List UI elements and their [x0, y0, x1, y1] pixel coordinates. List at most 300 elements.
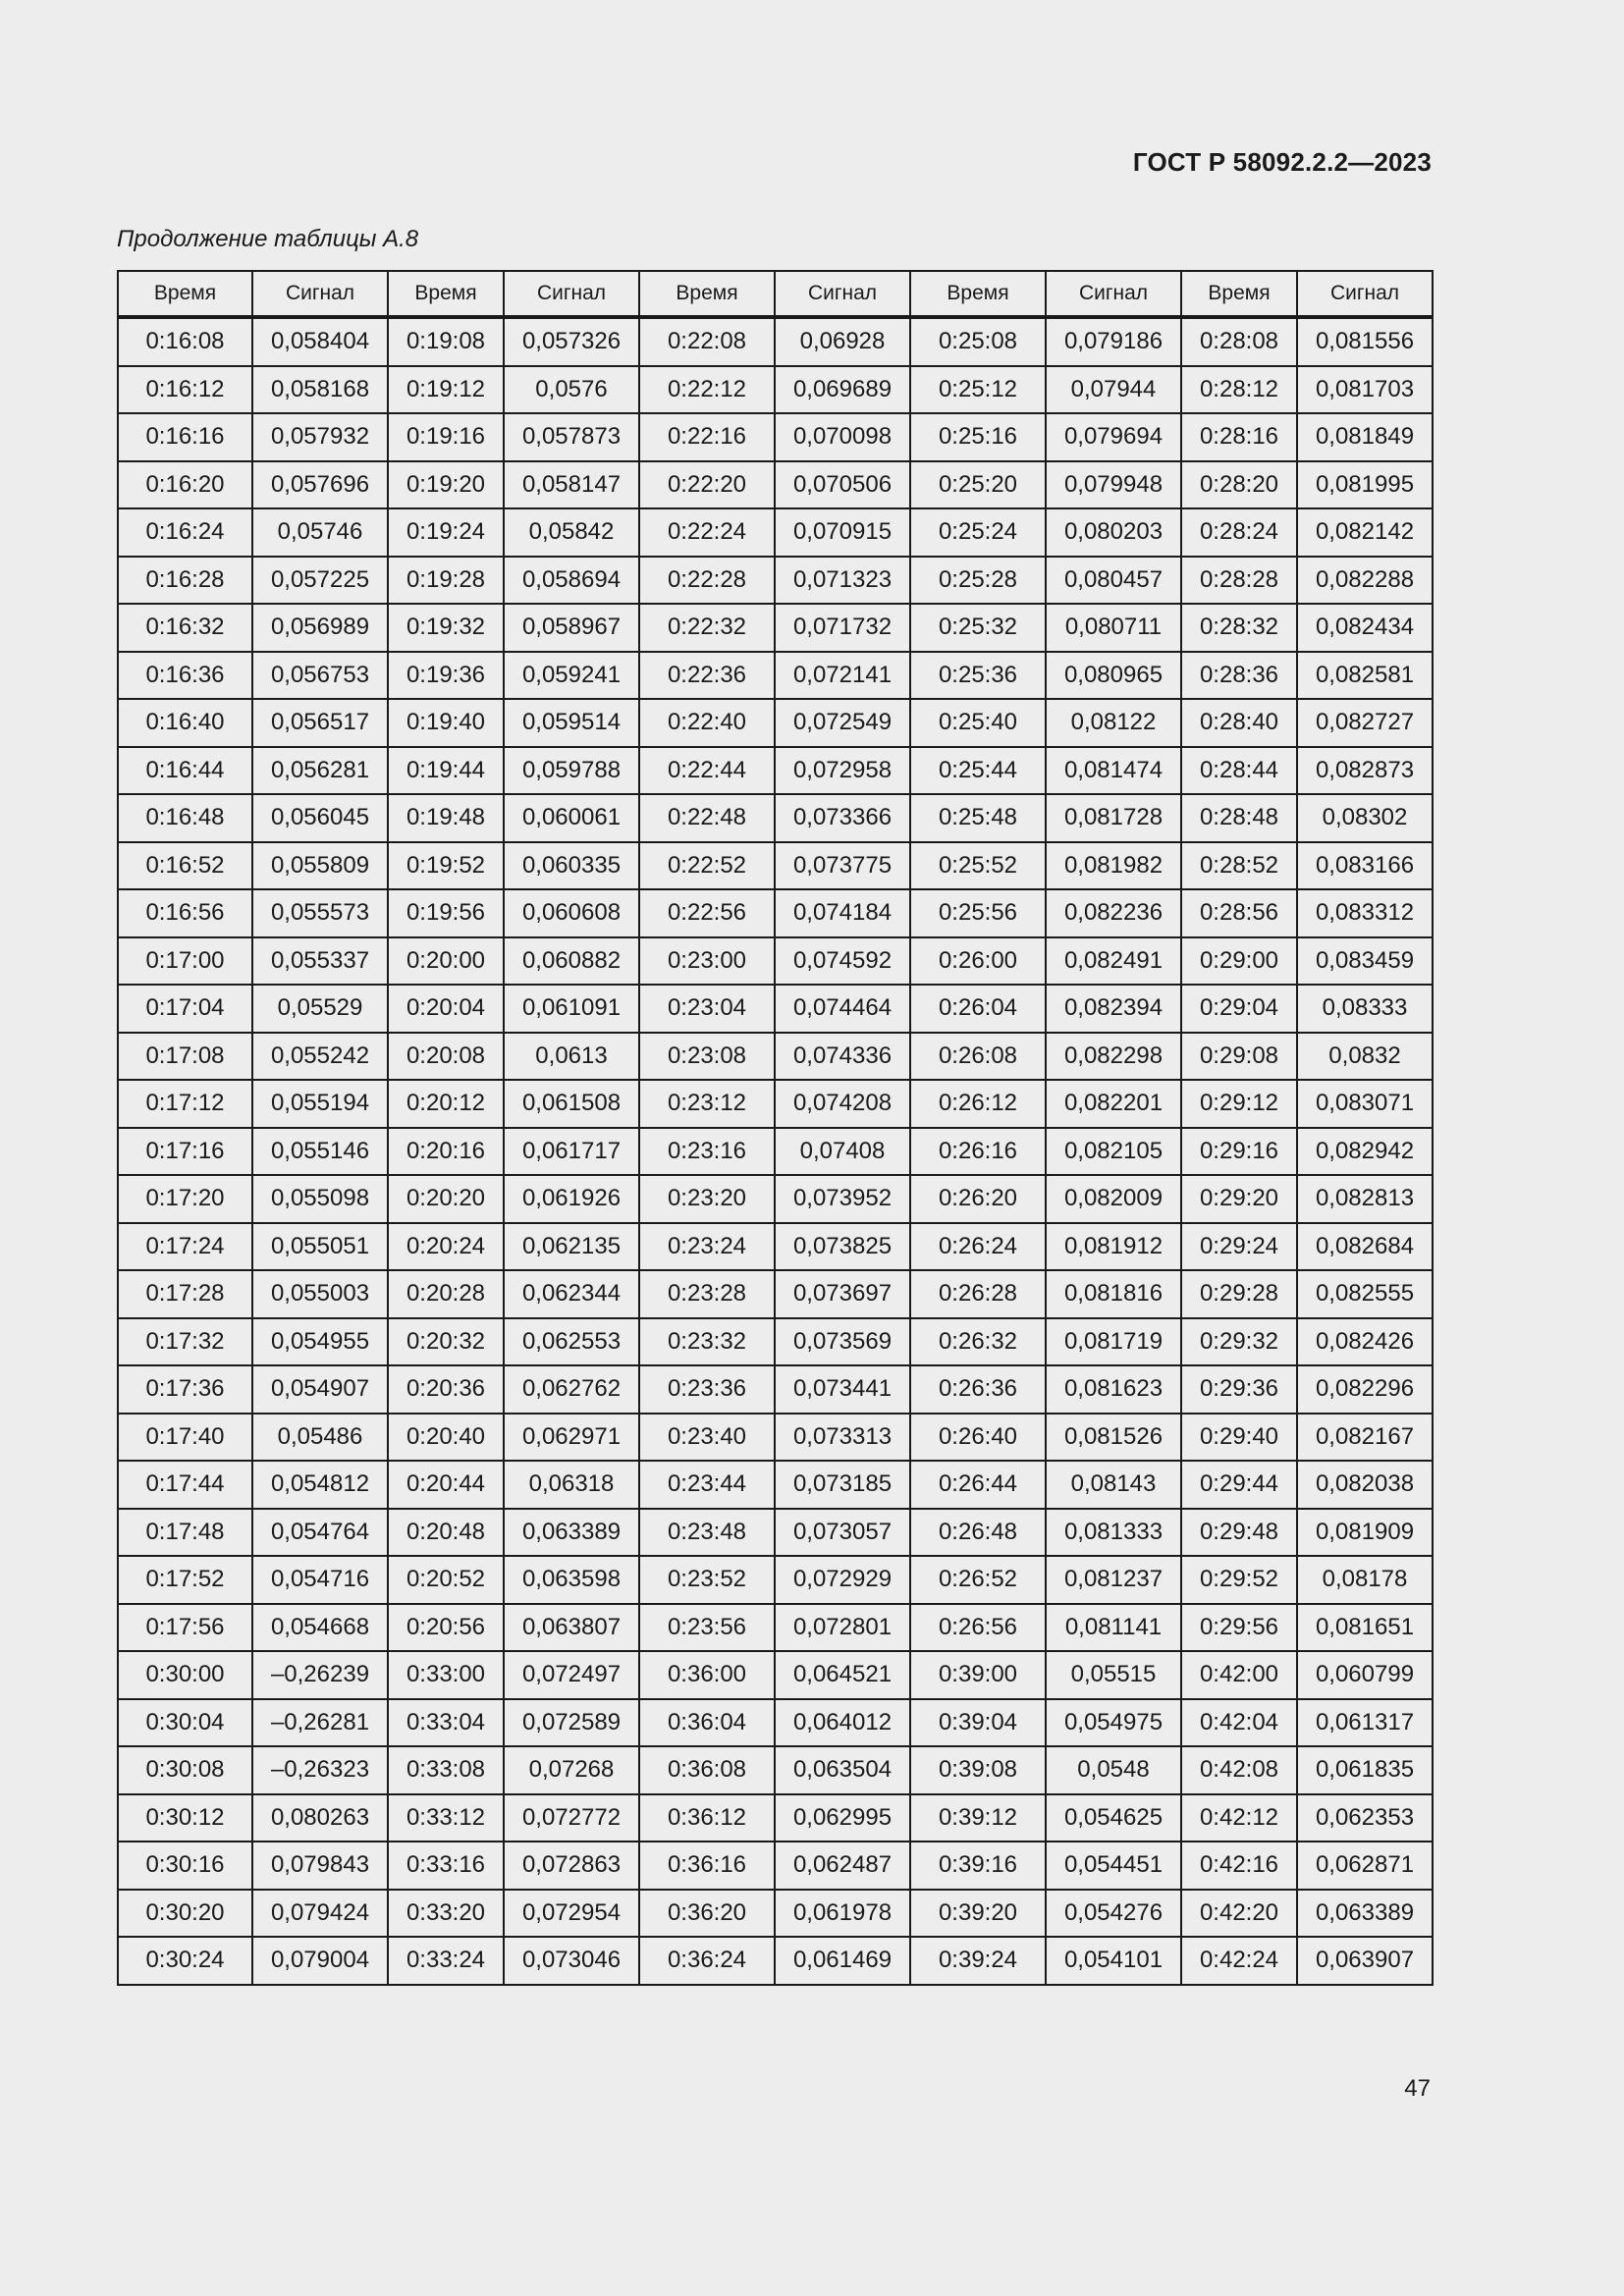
- signal-cell: 0,055242: [252, 1033, 388, 1081]
- time-cell: 0:19:52: [388, 842, 504, 890]
- signal-cell: 0,063389: [1297, 1890, 1433, 1938]
- signal-cell: 0,054101: [1046, 1937, 1181, 1985]
- time-cell: 0:17:20: [118, 1175, 252, 1223]
- signal-cell: 0,0613: [504, 1033, 639, 1081]
- time-cell: 0:33:12: [388, 1794, 504, 1842]
- time-cell: 0:30:04: [118, 1699, 252, 1747]
- table-row: [118, 1461, 1433, 1509]
- signal-cell: 0,079948: [1046, 461, 1181, 509]
- time-cell: 0:19:16: [388, 413, 504, 461]
- time-cell: 0:28:20: [1181, 461, 1297, 509]
- signal-cell: 0,082236: [1046, 889, 1181, 937]
- signal-cell: 0,062344: [504, 1270, 639, 1318]
- time-cell: 0:33:04: [388, 1699, 504, 1747]
- time-cell: 0:29:44: [1181, 1461, 1297, 1509]
- signal-cell: 0,081651: [1297, 1604, 1433, 1652]
- time-cell: 0:23:08: [639, 1033, 775, 1081]
- signal-cell: 0,073046: [504, 1937, 639, 1985]
- time-cell: 0:20:28: [388, 1270, 504, 1318]
- table-row: [118, 985, 1433, 1033]
- signal-cell: 0,055573: [252, 889, 388, 937]
- time-cell: 0:19:36: [388, 652, 504, 700]
- time-cell: 0:29:40: [1181, 1414, 1297, 1462]
- signal-cell: 0,073952: [775, 1175, 910, 1223]
- signal-cell: 0,062487: [775, 1842, 910, 1890]
- signal-cell: 0,073185: [775, 1461, 910, 1509]
- table-row: [118, 747, 1433, 795]
- signal-cell: –0,26323: [252, 1746, 388, 1794]
- time-cell: 0:26:12: [910, 1080, 1046, 1128]
- time-cell: 0:36:20: [639, 1890, 775, 1938]
- signal-cell: 0,082288: [1297, 557, 1433, 605]
- signal-cell: 0,063907: [1297, 1937, 1433, 1985]
- signal-cell: 0,082491: [1046, 937, 1181, 986]
- time-cell: 0:17:36: [118, 1365, 252, 1414]
- table-row: [118, 842, 1433, 890]
- signal-cell: 0,057696: [252, 461, 388, 509]
- signal-cell: 0,059241: [504, 652, 639, 700]
- signal-cell: 0,082727: [1297, 699, 1433, 747]
- time-cell: 0:16:40: [118, 699, 252, 747]
- signal-cell: 0,054975: [1046, 1699, 1181, 1747]
- time-cell: 0:20:08: [388, 1033, 504, 1081]
- time-cell: 0:28:44: [1181, 747, 1297, 795]
- signal-cell: 0,080965: [1046, 652, 1181, 700]
- table-row: [118, 1270, 1433, 1318]
- signal-cell: 0,057932: [252, 413, 388, 461]
- time-cell: 0:33:20: [388, 1890, 504, 1938]
- time-cell: 0:19:56: [388, 889, 504, 937]
- signal-cell: 0,055098: [252, 1175, 388, 1223]
- signal-cell: 0,064012: [775, 1699, 910, 1747]
- signal-cell: 0,058967: [504, 604, 639, 652]
- signal-cell: 0,071732: [775, 604, 910, 652]
- signal-cell: 0,082009: [1046, 1175, 1181, 1223]
- signal-cell: 0,054451: [1046, 1842, 1181, 1890]
- time-cell: 0:39:20: [910, 1890, 1046, 1938]
- time-cell: 0:39:08: [910, 1746, 1046, 1794]
- signal-cell: 0,062762: [504, 1365, 639, 1414]
- table-body: [118, 317, 1433, 1985]
- time-cell: 0:16:28: [118, 557, 252, 605]
- signal-cell: 0,056045: [252, 794, 388, 842]
- time-cell: 0:26:40: [910, 1414, 1046, 1462]
- signal-cell: 0,081703: [1297, 366, 1433, 414]
- signal-cell: 0,061317: [1297, 1699, 1433, 1747]
- column-header: Сигнал: [504, 271, 639, 317]
- time-cell: 0:20:16: [388, 1128, 504, 1176]
- time-cell: 0:16:24: [118, 508, 252, 557]
- signal-cell: 0,055051: [252, 1223, 388, 1271]
- signal-cell: 0,080203: [1046, 508, 1181, 557]
- time-cell: 0:16:44: [118, 747, 252, 795]
- signal-cell: 0,073775: [775, 842, 910, 890]
- time-cell: 0:23:00: [639, 937, 775, 986]
- signal-cell: 0,082426: [1297, 1318, 1433, 1366]
- signal-cell: 0,082201: [1046, 1080, 1181, 1128]
- signal-cell: 0,054907: [252, 1365, 388, 1414]
- signal-cell: 0,060335: [504, 842, 639, 890]
- signal-cell: 0,062135: [504, 1223, 639, 1271]
- signal-cell: 0,058147: [504, 461, 639, 509]
- time-cell: 0:23:32: [639, 1318, 775, 1366]
- signal-cell: 0,08143: [1046, 1461, 1181, 1509]
- signal-cell: 0,071323: [775, 557, 910, 605]
- time-cell: 0:28:40: [1181, 699, 1297, 747]
- column-header: Время: [639, 271, 775, 317]
- signal-cell: 0,055194: [252, 1080, 388, 1128]
- signal-cell: 0,081982: [1046, 842, 1181, 890]
- column-header: Время: [1181, 271, 1297, 317]
- time-cell: 0:29:12: [1181, 1080, 1297, 1128]
- signal-cell: 0,072863: [504, 1842, 639, 1890]
- signal-cell: 0,082555: [1297, 1270, 1433, 1318]
- signal-cell: 0,062353: [1297, 1794, 1433, 1842]
- time-cell: 0:26:08: [910, 1033, 1046, 1081]
- signal-cell: 0,081333: [1046, 1509, 1181, 1557]
- signal-cell: 0,058404: [252, 317, 388, 366]
- signal-cell: 0,072141: [775, 652, 910, 700]
- signal-cell: 0,072954: [504, 1890, 639, 1938]
- table-row: [118, 1080, 1433, 1128]
- column-header: Сигнал: [252, 271, 388, 317]
- signal-cell: 0,081909: [1297, 1509, 1433, 1557]
- signal-cell: 0,059788: [504, 747, 639, 795]
- signal-cell: 0,058694: [504, 557, 639, 605]
- time-cell: 0:26:36: [910, 1365, 1046, 1414]
- signal-cell: 0,054276: [1046, 1890, 1181, 1938]
- time-cell: 0:28:28: [1181, 557, 1297, 605]
- signal-cell: 0,0576: [504, 366, 639, 414]
- time-cell: 0:16:56: [118, 889, 252, 937]
- time-cell: 0:36:12: [639, 1794, 775, 1842]
- time-cell: 0:19:40: [388, 699, 504, 747]
- time-cell: 0:29:48: [1181, 1509, 1297, 1557]
- signal-cell: 0,070098: [775, 413, 910, 461]
- signal-cell: 0,073697: [775, 1270, 910, 1318]
- time-cell: 0:17:44: [118, 1461, 252, 1509]
- signal-cell: 0,05515: [1046, 1651, 1181, 1699]
- time-cell: 0:16:20: [118, 461, 252, 509]
- signal-cell: 0,0548: [1046, 1746, 1181, 1794]
- time-cell: 0:26:52: [910, 1556, 1046, 1604]
- time-cell: 0:17:00: [118, 937, 252, 986]
- table-caption: Продолжение таблицы А.8: [117, 226, 419, 252]
- signal-cell: 0,079843: [252, 1842, 388, 1890]
- signal-cell: 0,072497: [504, 1651, 639, 1699]
- signal-cell: 0,054955: [252, 1318, 388, 1366]
- column-header: Время: [118, 271, 252, 317]
- signal-cell: 0,074592: [775, 937, 910, 986]
- time-cell: 0:22:44: [639, 747, 775, 795]
- time-cell: 0:17:32: [118, 1318, 252, 1366]
- time-cell: 0:39:12: [910, 1794, 1046, 1842]
- signal-cell: 0,05486: [252, 1414, 388, 1462]
- time-cell: 0:22:12: [639, 366, 775, 414]
- table-row: [118, 366, 1433, 414]
- time-cell: 0:36:04: [639, 1699, 775, 1747]
- time-cell: 0:23:12: [639, 1080, 775, 1128]
- time-cell: 0:26:44: [910, 1461, 1046, 1509]
- time-cell: 0:23:44: [639, 1461, 775, 1509]
- time-cell: 0:28:52: [1181, 842, 1297, 890]
- time-cell: 0:36:16: [639, 1842, 775, 1890]
- time-cell: 0:16:48: [118, 794, 252, 842]
- time-cell: 0:28:32: [1181, 604, 1297, 652]
- signal-cell: 0,061717: [504, 1128, 639, 1176]
- signal-cell: 0,082105: [1046, 1128, 1181, 1176]
- time-cell: 0:17:28: [118, 1270, 252, 1318]
- signal-cell: 0,07944: [1046, 366, 1181, 414]
- time-cell: 0:22:20: [639, 461, 775, 509]
- table-row: [118, 1651, 1433, 1699]
- signal-cell: 0,060061: [504, 794, 639, 842]
- time-cell: 0:39:04: [910, 1699, 1046, 1747]
- signal-cell: 0,07408: [775, 1128, 910, 1176]
- signal-cell: 0,056281: [252, 747, 388, 795]
- signal-cell: 0,081141: [1046, 1604, 1181, 1652]
- time-cell: 0:20:40: [388, 1414, 504, 1462]
- time-cell: 0:19:48: [388, 794, 504, 842]
- time-cell: 0:29:32: [1181, 1318, 1297, 1366]
- time-cell: 0:30:00: [118, 1651, 252, 1699]
- signal-cell: 0,06318: [504, 1461, 639, 1509]
- time-cell: 0:29:36: [1181, 1365, 1297, 1414]
- time-cell: 0:25:52: [910, 842, 1046, 890]
- time-cell: 0:17:24: [118, 1223, 252, 1271]
- signal-cell: 0,05842: [504, 508, 639, 557]
- time-cell: 0:26:28: [910, 1270, 1046, 1318]
- column-header: Сигнал: [775, 271, 910, 317]
- time-cell: 0:16:12: [118, 366, 252, 414]
- table-row: [118, 794, 1433, 842]
- time-cell: 0:20:56: [388, 1604, 504, 1652]
- table-row: [118, 937, 1433, 986]
- signal-cell: 0,060882: [504, 937, 639, 986]
- signal-cell: 0,054668: [252, 1604, 388, 1652]
- time-cell: 0:25:40: [910, 699, 1046, 747]
- time-cell: 0:36:08: [639, 1746, 775, 1794]
- time-cell: 0:20:32: [388, 1318, 504, 1366]
- time-cell: 0:29:04: [1181, 985, 1297, 1033]
- signal-cell: 0,054625: [1046, 1794, 1181, 1842]
- table-row: [118, 699, 1433, 747]
- table-row: [118, 1937, 1433, 1985]
- signal-cell: 0,072589: [504, 1699, 639, 1747]
- signal-cell: 0,082873: [1297, 747, 1433, 795]
- signal-cell: 0,061508: [504, 1080, 639, 1128]
- table-row: [118, 604, 1433, 652]
- time-cell: 0:17:48: [118, 1509, 252, 1557]
- column-header: Сигнал: [1297, 271, 1433, 317]
- table-row: [118, 508, 1433, 557]
- table-row: [118, 461, 1433, 509]
- signal-cell: 0,081237: [1046, 1556, 1181, 1604]
- time-cell: 0:17:40: [118, 1414, 252, 1462]
- signal-cell: 0,055809: [252, 842, 388, 890]
- time-cell: 0:22:56: [639, 889, 775, 937]
- signal-cell: 0,072801: [775, 1604, 910, 1652]
- time-cell: 0:42:16: [1181, 1842, 1297, 1890]
- time-cell: 0:20:20: [388, 1175, 504, 1223]
- time-cell: 0:29:16: [1181, 1128, 1297, 1176]
- time-cell: 0:19:20: [388, 461, 504, 509]
- signal-cell: 0,082434: [1297, 604, 1433, 652]
- time-cell: 0:29:00: [1181, 937, 1297, 986]
- signal-cell: 0,073825: [775, 1223, 910, 1271]
- signal-cell: 0,079694: [1046, 413, 1181, 461]
- signal-cell: 0,082038: [1297, 1461, 1433, 1509]
- signal-cell: 0,073569: [775, 1318, 910, 1366]
- signal-cell: 0,081849: [1297, 413, 1433, 461]
- time-cell: 0:22:52: [639, 842, 775, 890]
- signal-cell: 0,06928: [775, 317, 910, 366]
- time-cell: 0:17:52: [118, 1556, 252, 1604]
- signal-cell: 0,082684: [1297, 1223, 1433, 1271]
- signal-cell: 0,054716: [252, 1556, 388, 1604]
- table-row: [118, 1414, 1433, 1462]
- signal-cell: 0,070506: [775, 461, 910, 509]
- time-cell: 0:19:08: [388, 317, 504, 366]
- signal-cell: 0,063389: [504, 1509, 639, 1557]
- signal-cell: 0,056753: [252, 652, 388, 700]
- data-table: [117, 270, 1434, 1986]
- signal-cell: 0,083459: [1297, 937, 1433, 986]
- time-cell: 0:23:16: [639, 1128, 775, 1176]
- time-cell: 0:39:24: [910, 1937, 1046, 1985]
- signal-cell: 0,062971: [504, 1414, 639, 1462]
- time-cell: 0:29:08: [1181, 1033, 1297, 1081]
- time-cell: 0:23:40: [639, 1414, 775, 1462]
- table-row: [118, 652, 1433, 700]
- signal-cell: 0,082142: [1297, 508, 1433, 557]
- signal-cell: 0,058168: [252, 366, 388, 414]
- column-header: Время: [910, 271, 1046, 317]
- time-cell: 0:30:12: [118, 1794, 252, 1842]
- time-cell: 0:30:08: [118, 1746, 252, 1794]
- time-cell: 0:30:24: [118, 1937, 252, 1985]
- time-cell: 0:42:24: [1181, 1937, 1297, 1985]
- signal-cell: 0,063598: [504, 1556, 639, 1604]
- time-cell: 0:22:48: [639, 794, 775, 842]
- time-cell: 0:25:24: [910, 508, 1046, 557]
- signal-cell: 0,082813: [1297, 1175, 1433, 1223]
- time-cell: 0:28:56: [1181, 889, 1297, 937]
- time-cell: 0:22:16: [639, 413, 775, 461]
- signal-cell: 0,073313: [775, 1414, 910, 1462]
- signal-cell: –0,26281: [252, 1699, 388, 1747]
- time-cell: 0:22:08: [639, 317, 775, 366]
- time-cell: 0:16:08: [118, 317, 252, 366]
- signal-cell: 0,081912: [1046, 1223, 1181, 1271]
- table-row: [118, 1556, 1433, 1604]
- signal-cell: 0,079424: [252, 1890, 388, 1938]
- signal-cell: 0,074184: [775, 889, 910, 937]
- time-cell: 0:17:08: [118, 1033, 252, 1081]
- time-cell: 0:28:16: [1181, 413, 1297, 461]
- time-cell: 0:42:20: [1181, 1890, 1297, 1938]
- signal-cell: 0,054764: [252, 1509, 388, 1557]
- signal-cell: 0,079186: [1046, 317, 1181, 366]
- time-cell: 0:23:20: [639, 1175, 775, 1223]
- time-cell: 0:42:00: [1181, 1651, 1297, 1699]
- time-cell: 0:19:28: [388, 557, 504, 605]
- signal-cell: 0,072772: [504, 1794, 639, 1842]
- table-row: [118, 1128, 1433, 1176]
- signal-cell: 0,08302: [1297, 794, 1433, 842]
- signal-cell: 0,072929: [775, 1556, 910, 1604]
- signal-cell: 0,062553: [504, 1318, 639, 1366]
- signal-cell: 0,061469: [775, 1937, 910, 1985]
- signal-cell: 0,062871: [1297, 1842, 1433, 1890]
- signal-cell: 0,064521: [775, 1651, 910, 1699]
- time-cell: 0:26:20: [910, 1175, 1046, 1223]
- signal-cell: 0,073441: [775, 1365, 910, 1414]
- table-header-row: [118, 271, 1433, 317]
- signal-cell: 0,074464: [775, 985, 910, 1033]
- signal-cell: 0,08333: [1297, 985, 1433, 1033]
- signal-cell: 0,055003: [252, 1270, 388, 1318]
- signal-cell: 0,07268: [504, 1746, 639, 1794]
- time-cell: 0:23:52: [639, 1556, 775, 1604]
- signal-cell: 0,082581: [1297, 652, 1433, 700]
- time-cell: 0:23:24: [639, 1223, 775, 1271]
- time-cell: 0:26:00: [910, 937, 1046, 986]
- time-cell: 0:36:00: [639, 1651, 775, 1699]
- signal-cell: 0,069689: [775, 366, 910, 414]
- signal-cell: 0,056517: [252, 699, 388, 747]
- time-cell: 0:25:44: [910, 747, 1046, 795]
- signal-cell: 0,081719: [1046, 1318, 1181, 1366]
- signal-cell: 0,080457: [1046, 557, 1181, 605]
- signal-cell: 0,055337: [252, 937, 388, 986]
- time-cell: 0:22:28: [639, 557, 775, 605]
- signal-cell: 0,081526: [1046, 1414, 1181, 1462]
- signal-cell: 0,081728: [1046, 794, 1181, 842]
- time-cell: 0:23:36: [639, 1365, 775, 1414]
- time-cell: 0:33:24: [388, 1937, 504, 1985]
- signal-cell: 0,081816: [1046, 1270, 1181, 1318]
- time-cell: 0:29:28: [1181, 1270, 1297, 1318]
- signal-cell: 0,074208: [775, 1080, 910, 1128]
- time-cell: 0:28:08: [1181, 317, 1297, 366]
- table-row: [118, 1509, 1433, 1557]
- time-cell: 0:25:20: [910, 461, 1046, 509]
- document-header: ГОСТ Р 58092.2.2—2023: [1132, 147, 1432, 177]
- signal-cell: 0,057326: [504, 317, 639, 366]
- time-cell: 0:42:12: [1181, 1794, 1297, 1842]
- signal-cell: 0,054812: [252, 1461, 388, 1509]
- time-cell: 0:19:12: [388, 366, 504, 414]
- time-cell: 0:16:36: [118, 652, 252, 700]
- signal-cell: 0,083312: [1297, 889, 1433, 937]
- time-cell: 0:42:08: [1181, 1746, 1297, 1794]
- time-cell: 0:17:16: [118, 1128, 252, 1176]
- time-cell: 0:16:16: [118, 413, 252, 461]
- time-cell: 0:30:16: [118, 1842, 252, 1890]
- time-cell: 0:20:04: [388, 985, 504, 1033]
- signal-cell: 0,070915: [775, 508, 910, 557]
- page-number: 47: [1404, 2075, 1431, 2102]
- time-cell: 0:19:24: [388, 508, 504, 557]
- time-cell: 0:29:52: [1181, 1556, 1297, 1604]
- time-cell: 0:29:24: [1181, 1223, 1297, 1271]
- time-cell: 0:19:44: [388, 747, 504, 795]
- time-cell: 0:22:32: [639, 604, 775, 652]
- time-cell: 0:33:00: [388, 1651, 504, 1699]
- signal-cell: 0,080263: [252, 1794, 388, 1842]
- time-cell: 0:42:04: [1181, 1699, 1297, 1747]
